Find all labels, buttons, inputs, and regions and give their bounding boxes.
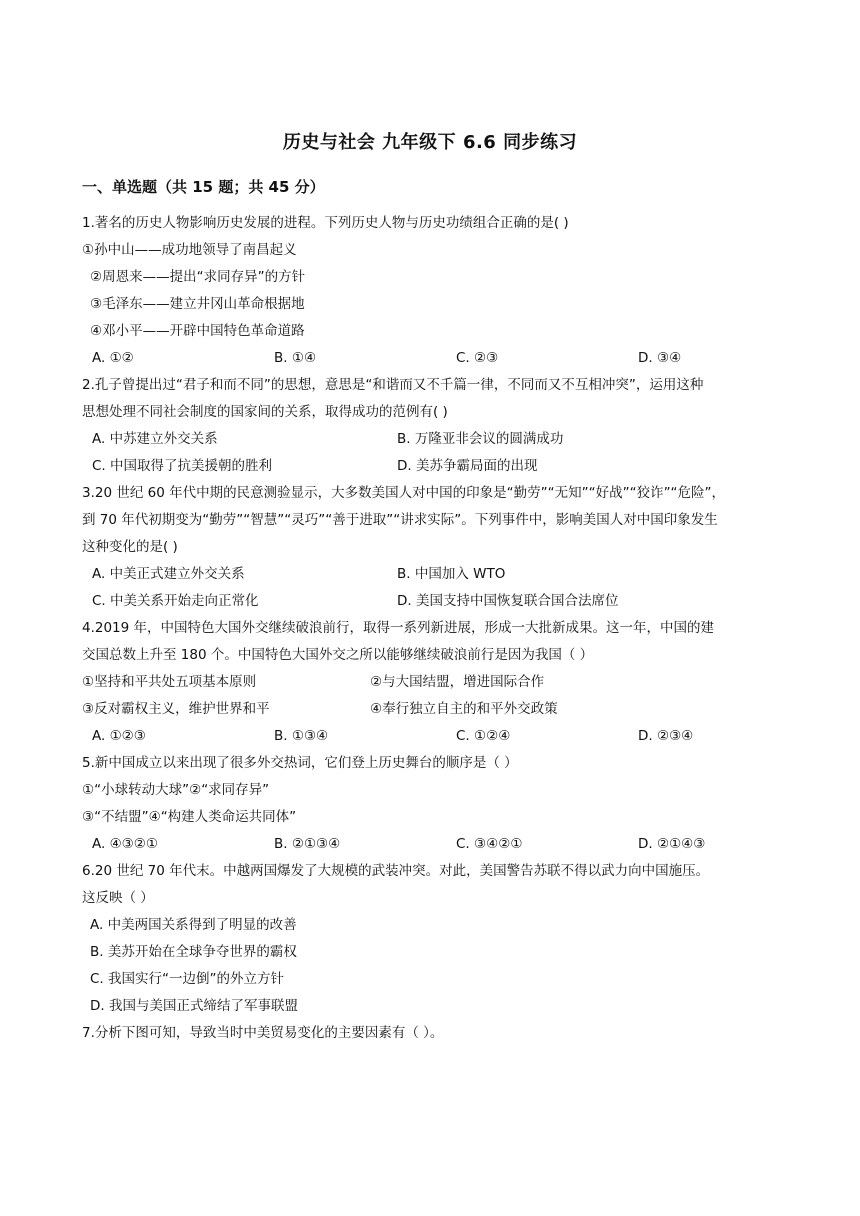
- statement-item: ①孙中山——成功地领导了南昌起义: [82, 242, 297, 258]
- statement-item: ③“不结盟”④“构建人类命运共同体”: [82, 809, 297, 825]
- option-a[interactable]: A. ①②③: [92, 728, 146, 744]
- option-c[interactable]: C. 中美关系开始走向正常化: [92, 593, 259, 609]
- answer-options: [82, 426, 782, 453]
- question-stem: 1.著名的历史人物影响历史发展的进程。下列历史人物与历史功绩组合正确的是( ): [82, 215, 569, 231]
- statement-item: ①“小球转动大球”②“求同存异”: [82, 782, 270, 798]
- option-b[interactable]: B. ②①③④: [274, 836, 341, 852]
- statement-row: [82, 669, 782, 696]
- question-stem: 6.20 世纪 70 年代末。中越两国爆发了大规模的武装冲突。对此，美国警告苏联不得以武力向中国施压。: [82, 863, 710, 879]
- question-stem: 3.20 世纪 60 年代中期的民意测验显示，大多数美国人对中国的印象是“勤劳”“无知”“好战”“狡诈”“危险”，: [82, 485, 726, 501]
- statement-item: ④奉行独立自主的和平外交政策: [370, 701, 558, 717]
- answer-options: [82, 831, 782, 858]
- statement-item: ②与大国结盟，增进国际合作: [370, 674, 545, 690]
- option-b[interactable]: B. ①③④: [274, 728, 329, 744]
- question-5: [82, 750, 782, 858]
- answer-options: [82, 723, 782, 750]
- option-a[interactable]: A. ④③②①: [92, 836, 158, 852]
- option-a[interactable]: A. ①②: [92, 350, 134, 366]
- option-b[interactable]: B. ①④: [274, 350, 317, 366]
- question-list: [82, 210, 782, 1047]
- question-stem: 思想处理不同社会制度的国家间的关系，取得成功的范例有( ): [82, 404, 448, 420]
- option-b[interactable]: B. 美苏开始在全球争夺世界的霸权: [90, 944, 297, 960]
- question-stem: 7.分析下图可知，导致当时中美贸易变化的主要因素有（ ）。: [82, 1025, 444, 1041]
- statement-item: ④邓小平——开辟中国特色革命道路: [90, 323, 305, 339]
- option-d[interactable]: D. 美苏争霸局面的出现: [397, 458, 538, 474]
- option-d[interactable]: D. ②③④: [638, 728, 694, 744]
- question-2: [82, 372, 782, 480]
- option-d[interactable]: D. 美国支持中国恢复联合国合法席位: [397, 593, 619, 609]
- statement-row: [82, 696, 782, 723]
- question-stem: 这种变化的是( ): [82, 539, 178, 555]
- question-stem: 4.2019 年，中国特色大国外交继续破浪前行，取得一系列新进展，形成一大批新成果。这一年，中国的建: [82, 620, 715, 636]
- answer-options: [82, 453, 782, 480]
- statement-item: ③反对霸权主义，维护世界和平: [82, 701, 270, 717]
- option-a[interactable]: A. 中苏建立外交关系: [92, 431, 218, 447]
- option-c[interactable]: C. ①②④: [456, 728, 511, 744]
- question-stem: 这反映（ ）: [82, 890, 154, 906]
- option-d[interactable]: D. ③④: [638, 350, 682, 366]
- answer-options: [82, 588, 782, 615]
- section-heading: 一、单选题（共 15 题；共 45 分）: [82, 178, 325, 196]
- statement-item: ②周恩来——提出“求同存异”的方针: [90, 269, 306, 285]
- page-title: 历史与社会 九年级下 6.6 同步练习: [282, 132, 578, 153]
- option-b[interactable]: B. 万隆亚非会议的圆满成功: [397, 431, 564, 447]
- question-stem: 5.新中国成立以来出现了很多外交热词，它们登上历史舞台的顺序是（ ）: [82, 755, 518, 771]
- option-c[interactable]: C. 我国实行“一边倒”的外立方针: [90, 971, 284, 987]
- question-6: [82, 858, 782, 1020]
- option-a[interactable]: A. 中美两国关系得到了明显的改善: [90, 917, 297, 933]
- option-b[interactable]: B. 中国加入 WTO: [397, 566, 506, 582]
- question-4: [82, 615, 782, 750]
- question-7: [82, 1020, 782, 1047]
- question-3: [82, 480, 782, 615]
- statement-item: ①坚持和平共处五项基本原则: [82, 674, 257, 690]
- question-1: [82, 210, 782, 372]
- question-stem: 到 70 年代初期变为“勤劳”“智慧”“灵巧”“善于进取”“讲求实际”。下列事件中，影响美国人对中国印象发生: [82, 512, 718, 528]
- option-c[interactable]: C. ②③: [456, 350, 499, 366]
- question-stem: 交国总数上升至 180 个。中国特色大国外交之所以能够继续破浪前行是因为我国（ ）: [82, 647, 594, 663]
- option-c[interactable]: C. 中国取得了抗美援朝的胜利: [92, 458, 273, 474]
- option-d[interactable]: D. ②①④③: [638, 836, 706, 852]
- answer-options: [82, 345, 782, 372]
- question-stem: 2.孔子曾提出过“君子和而不同”的思想，意思是“和谐而又不千篇一律，不同而又不互相冲突”，运用这种: [82, 377, 704, 393]
- option-d[interactable]: D. 我国与美国正式缔结了军事联盟: [90, 998, 298, 1014]
- statement-item: ③毛泽东——建立井冈山革命根据地: [90, 296, 305, 312]
- option-a[interactable]: A. 中美正式建立外交关系: [92, 566, 245, 582]
- answer-options: [82, 561, 782, 588]
- option-c[interactable]: C. ③④②①: [456, 836, 523, 852]
